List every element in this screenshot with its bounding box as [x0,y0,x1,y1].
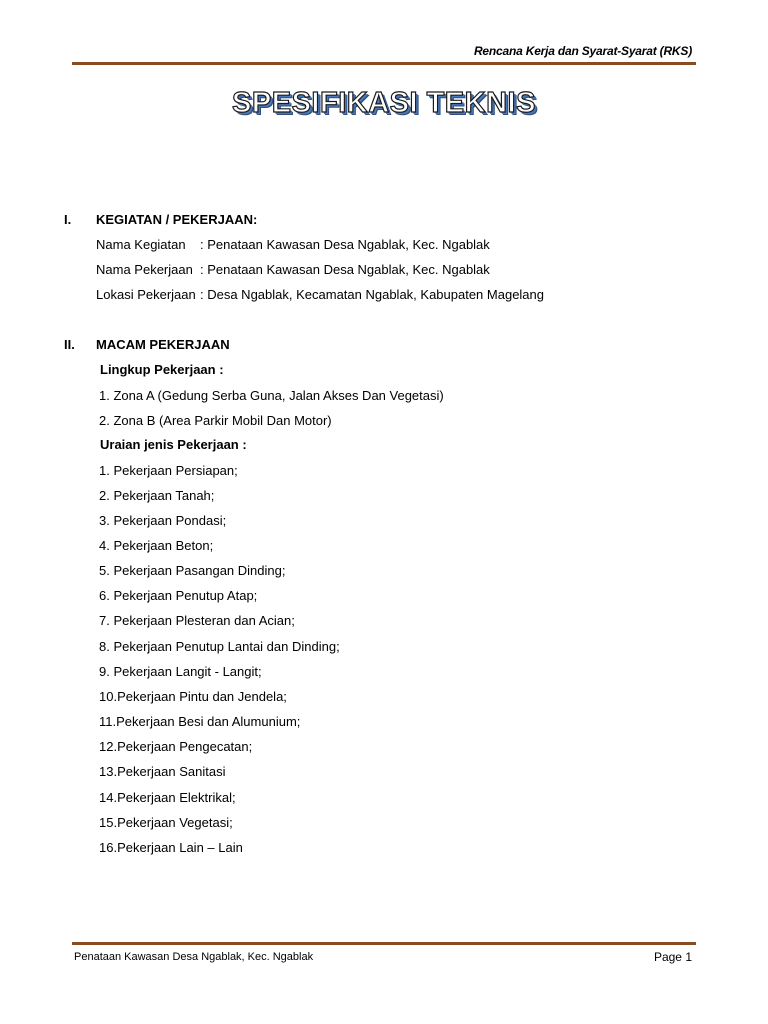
scope-item: 1. Zona A (Gedung Serba Guna, Jalan Akses Dan Vegetasi) [99,388,444,403]
work-type-item: 15.Pekerjaan Vegetasi; [99,815,233,830]
field-label-nama-pekerjaan: Nama Pekerjaan [96,262,193,277]
field-value-lokasi-pekerjaan: : Desa Ngablak, Kecamatan Ngablak, Kabupaten Magelang [200,287,544,302]
work-type-item: 6. Pekerjaan Penutup Atap; [99,588,258,603]
scope-heading: Lingkup Pekerjaan : [100,362,224,377]
section-2-number: II. [64,337,75,352]
work-type-item: 13.Pekerjaan Sanitasi [99,764,226,779]
header-rule [72,62,696,65]
work-type-item: 5. Pekerjaan Pasangan Dinding; [99,563,286,578]
work-type-item: 10.Pekerjaan Pintu dan Jendela; [99,689,287,704]
section-2-heading: MACAM PEKERJAAN [96,337,230,352]
scope-item: 2. Zona B (Area Parkir Mobil Dan Motor) [99,413,332,428]
field-value-nama-pekerjaan: : Penataan Kawasan Desa Ngablak, Kec. Ngablak [200,262,490,277]
page-title: SPESIFIKASI TEKNIS [232,87,536,119]
field-label-nama-kegiatan: Nama Kegiatan [96,237,186,252]
page-number: Page 1 [653,950,692,964]
work-type-item: 11.Pekerjaan Besi dan Alumunium; [99,714,301,729]
work-type-item: 1. Pekerjaan Persiapan; [99,463,238,478]
section-1-heading: KEGIATAN / PEKERJAAN: [96,212,258,227]
running-header: Rencana Kerja dan Syarat-Syarat (RKS) [473,44,692,58]
work-type-item: 12.Pekerjaan Pengecatan; [99,739,253,754]
field-label-lokasi-pekerjaan: Lokasi Pekerjaan [96,287,196,302]
work-types-heading: Uraian jenis Pekerjaan : [100,437,247,452]
work-type-item: 9. Pekerjaan Langit - Langit; [99,664,262,679]
section-1-number: I. [64,212,72,227]
field-value-nama-kegiatan: : Penataan Kawasan Desa Ngablak, Kec. Ngablak [200,237,490,252]
work-type-item: 16.Pekerjaan Lain – Lain [99,840,243,855]
work-type-item: 4. Pekerjaan Beton; [99,538,214,553]
work-type-item: 2. Pekerjaan Tanah; [99,488,215,503]
footer-project-name: Penataan Kawasan Desa Ngablak, Kec. Ngablak [74,951,314,963]
work-type-item: 7. Pekerjaan Plesteran dan Acian; [99,613,295,628]
footer-rule [72,942,696,945]
work-type-item: 14.Pekerjaan Elektrikal; [99,790,236,805]
work-type-item: 3. Pekerjaan Pondasi; [99,513,227,528]
work-type-item: 8. Pekerjaan Penutup Lantai dan Dinding; [99,639,340,654]
